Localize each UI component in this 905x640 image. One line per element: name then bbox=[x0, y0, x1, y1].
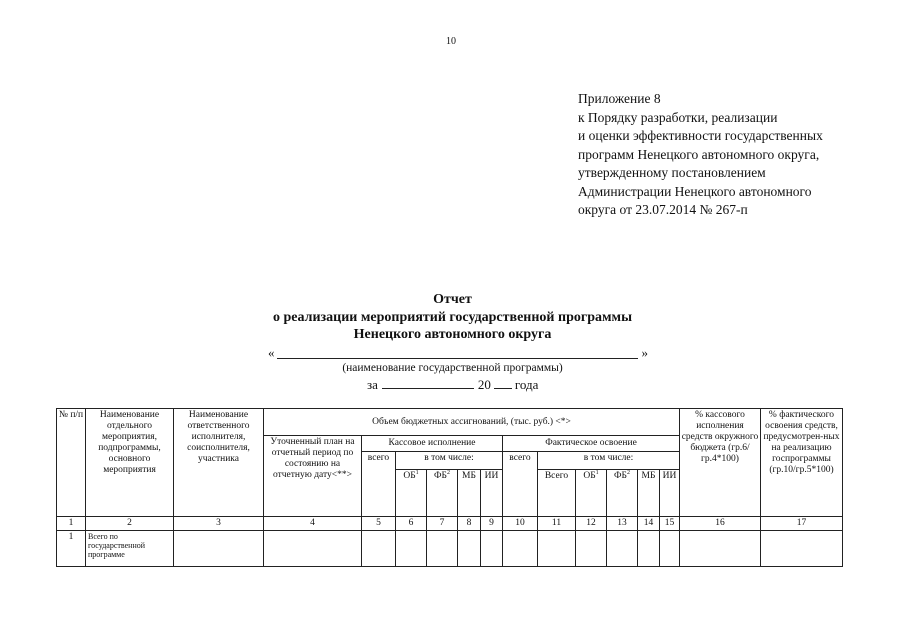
appendix-line: Администрации Ненецкого автономного bbox=[578, 183, 812, 199]
empty-cell bbox=[638, 531, 660, 567]
header-num: № п/п bbox=[57, 409, 86, 517]
quote-open: « bbox=[268, 345, 275, 360]
quote-close: » bbox=[641, 345, 648, 360]
header-volume: Объем бюджетных ассигнований, (тыс. руб.) <*> bbox=[264, 409, 680, 436]
period-line bbox=[367, 377, 538, 393]
appendix-line: программ Ненецкого автономного округа, bbox=[578, 146, 820, 162]
appendix-line: утвержденному постановлением bbox=[578, 165, 766, 180]
period-blank bbox=[382, 377, 474, 389]
column-number: 3 bbox=[174, 517, 264, 531]
empty-cell bbox=[607, 531, 638, 567]
empty-cell bbox=[503, 531, 538, 567]
empty-cell bbox=[396, 531, 427, 567]
header-actual-mb: МБ bbox=[638, 470, 660, 517]
header-cash-ii: ИИ bbox=[481, 470, 503, 517]
year-suffix: года bbox=[514, 377, 539, 392]
empty-cell bbox=[481, 531, 503, 567]
column-number: 13 bbox=[607, 517, 638, 531]
header-actual-ob: $ОБ^1$ bbox=[576, 470, 607, 517]
year-blank bbox=[494, 377, 512, 389]
column-number: 8 bbox=[458, 517, 481, 531]
year-prefix: 20 bbox=[477, 377, 491, 392]
column-number: 6 bbox=[396, 517, 427, 531]
column-number: 17 bbox=[761, 517, 843, 531]
empty-cell bbox=[680, 531, 761, 567]
report-title-line: Отчет bbox=[433, 292, 472, 307]
program-name-blank bbox=[277, 358, 638, 359]
report-title-line: о реализации мероприятий государственной программы bbox=[273, 309, 632, 325]
header-actual-percent: % фактического освоения средств, предусмотрен-ных на реализацию госпрограммы (гр.10/гр.5*100) bbox=[761, 409, 843, 517]
header-event-name: Наименование отдельного мероприятия, подпрограммы, основного мероприятия bbox=[86, 409, 174, 517]
header-cash-total: всего bbox=[362, 452, 396, 517]
row-num: 1 bbox=[57, 531, 86, 567]
empty-cell bbox=[427, 531, 458, 567]
column-number: 4 bbox=[264, 517, 362, 531]
period-prefix: за bbox=[367, 377, 378, 392]
column-number-row bbox=[57, 517, 843, 531]
report-title-line: Ненецкого автономного округа bbox=[353, 327, 552, 342]
row-name: Всего по государственной программе bbox=[86, 531, 174, 567]
empty-cell bbox=[264, 531, 362, 567]
column-number: 14 bbox=[638, 517, 660, 531]
report-title bbox=[0, 291, 905, 344]
appendix-line: Приложение 8 bbox=[578, 91, 661, 106]
column-number: 12 bbox=[576, 517, 607, 531]
empty-cell bbox=[174, 531, 264, 567]
page-number: 10 bbox=[446, 36, 456, 47]
column-number: 16 bbox=[680, 517, 761, 531]
header-cash-percent: % кассового исполнения средств окружного бюджета (гр.6/гр.4*100) bbox=[680, 409, 761, 517]
column-number: 15 bbox=[660, 517, 680, 531]
empty-cell bbox=[362, 531, 396, 567]
empty-cell bbox=[576, 531, 607, 567]
column-number: 5 bbox=[362, 517, 396, 531]
header-actual-including: в том числе: bbox=[538, 452, 680, 470]
header-refined-plan: Уточненный план на отчетный период по состоянию на отчетную дату<**> bbox=[264, 436, 362, 517]
program-name-caption: (наименование государственной программы) bbox=[342, 362, 563, 374]
empty-cell bbox=[538, 531, 576, 567]
empty-cell bbox=[458, 531, 481, 567]
header-cash-mb: МБ bbox=[458, 470, 481, 517]
column-number: 11 bbox=[538, 517, 576, 531]
appendix-line: округа от 23.07.2014 № 267-п bbox=[578, 202, 748, 217]
header-actual-fb: $ФБ^2$ bbox=[607, 470, 638, 517]
header-cash-fb: $ФБ^2$ bbox=[427, 470, 458, 517]
header-actual-development: Фактическое освоение bbox=[503, 436, 680, 452]
report-table bbox=[56, 408, 843, 567]
table-row bbox=[57, 531, 843, 567]
header-cash-ob: $ОБ^1$ bbox=[396, 470, 427, 517]
column-number: 2 bbox=[86, 517, 174, 531]
header-cash-including: в том числе: bbox=[396, 452, 503, 470]
column-number: 10 bbox=[503, 517, 538, 531]
header-actual-ii: ИИ bbox=[660, 470, 680, 517]
appendix-block bbox=[578, 90, 878, 220]
column-number: 7 bbox=[427, 517, 458, 531]
appendix-line: и оценки эффективности государственных bbox=[578, 128, 823, 143]
header-actual-total: всего bbox=[503, 452, 538, 517]
header-cash-execution: Кассовое исполнение bbox=[362, 436, 503, 452]
column-number: 9 bbox=[481, 517, 503, 531]
empty-cell bbox=[660, 531, 680, 567]
column-number: 1 bbox=[57, 517, 86, 531]
header-actual-total-cap: Всего bbox=[538, 470, 576, 517]
program-name-field bbox=[268, 345, 648, 361]
empty-cell bbox=[761, 531, 843, 567]
appendix-line: к Порядку разработки, реализации bbox=[578, 109, 778, 125]
header-executor: Наименование ответственного исполнителя, соисполнителя, участника bbox=[174, 409, 264, 517]
